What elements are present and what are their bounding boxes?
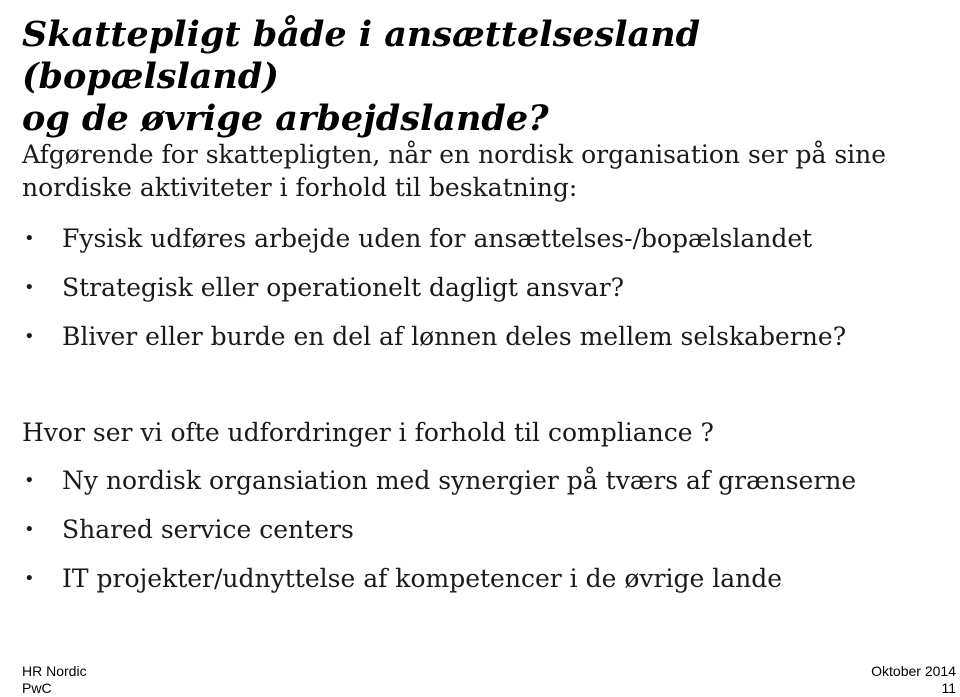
bullet-icon: • bbox=[24, 519, 35, 540]
list-item bbox=[22, 456, 952, 505]
list-item bbox=[22, 505, 952, 554]
slide-title-line-1: Skattepligt både i ansættelsesland (bopælsland) bbox=[22, 14, 701, 97]
list-item-text: Ny nordisk organsiation med synergier på tværs af grænserne bbox=[62, 466, 857, 495]
list-item-text: IT projekter/udnyttelse af kompetencer i de øvrige lande bbox=[62, 564, 782, 593]
slide-title bbox=[22, 14, 952, 140]
list-item-text: Fysisk udføres arbejde uden for ansættelses-/bopælslandet bbox=[62, 224, 813, 253]
footer-department: HR Nordic bbox=[22, 663, 87, 679]
list-item-text: Bliver eller burde en del af lønnen deles mellem selskaberne? bbox=[62, 322, 847, 351]
bullet-icon: • bbox=[24, 326, 35, 347]
intro-paragraph bbox=[22, 138, 942, 204]
bullet-icon: • bbox=[24, 568, 35, 589]
slide-title-line-2: og de øvrige arbejdslande? bbox=[22, 98, 549, 139]
page-number: 11 bbox=[941, 680, 956, 696]
list-item bbox=[22, 214, 952, 263]
bullet-icon: • bbox=[24, 277, 35, 298]
list-item bbox=[22, 263, 952, 312]
list-item-text: Strategisk eller operationelt dagligt ansvar? bbox=[62, 273, 625, 302]
compliance-question: Hvor ser vi ofte udfordringer i forhold til compliance ? bbox=[22, 418, 714, 447]
intro-line-2: nordiske aktiviteter i forhold til beskatning: bbox=[22, 173, 578, 202]
footer-company: PwC bbox=[22, 680, 52, 696]
footer-date: Oktober 2014 bbox=[871, 663, 956, 679]
challenge-bullet-list bbox=[22, 456, 952, 603]
activity-bullet-list bbox=[22, 214, 952, 361]
list-item bbox=[22, 312, 952, 361]
list-item bbox=[22, 554, 952, 603]
intro-line-1: Afgørende for skattepligten, når en nordisk organisation ser på sine bbox=[22, 140, 887, 169]
list-item-text: Shared service centers bbox=[62, 515, 354, 544]
bullet-icon: • bbox=[24, 228, 35, 249]
bullet-icon: • bbox=[24, 470, 35, 491]
